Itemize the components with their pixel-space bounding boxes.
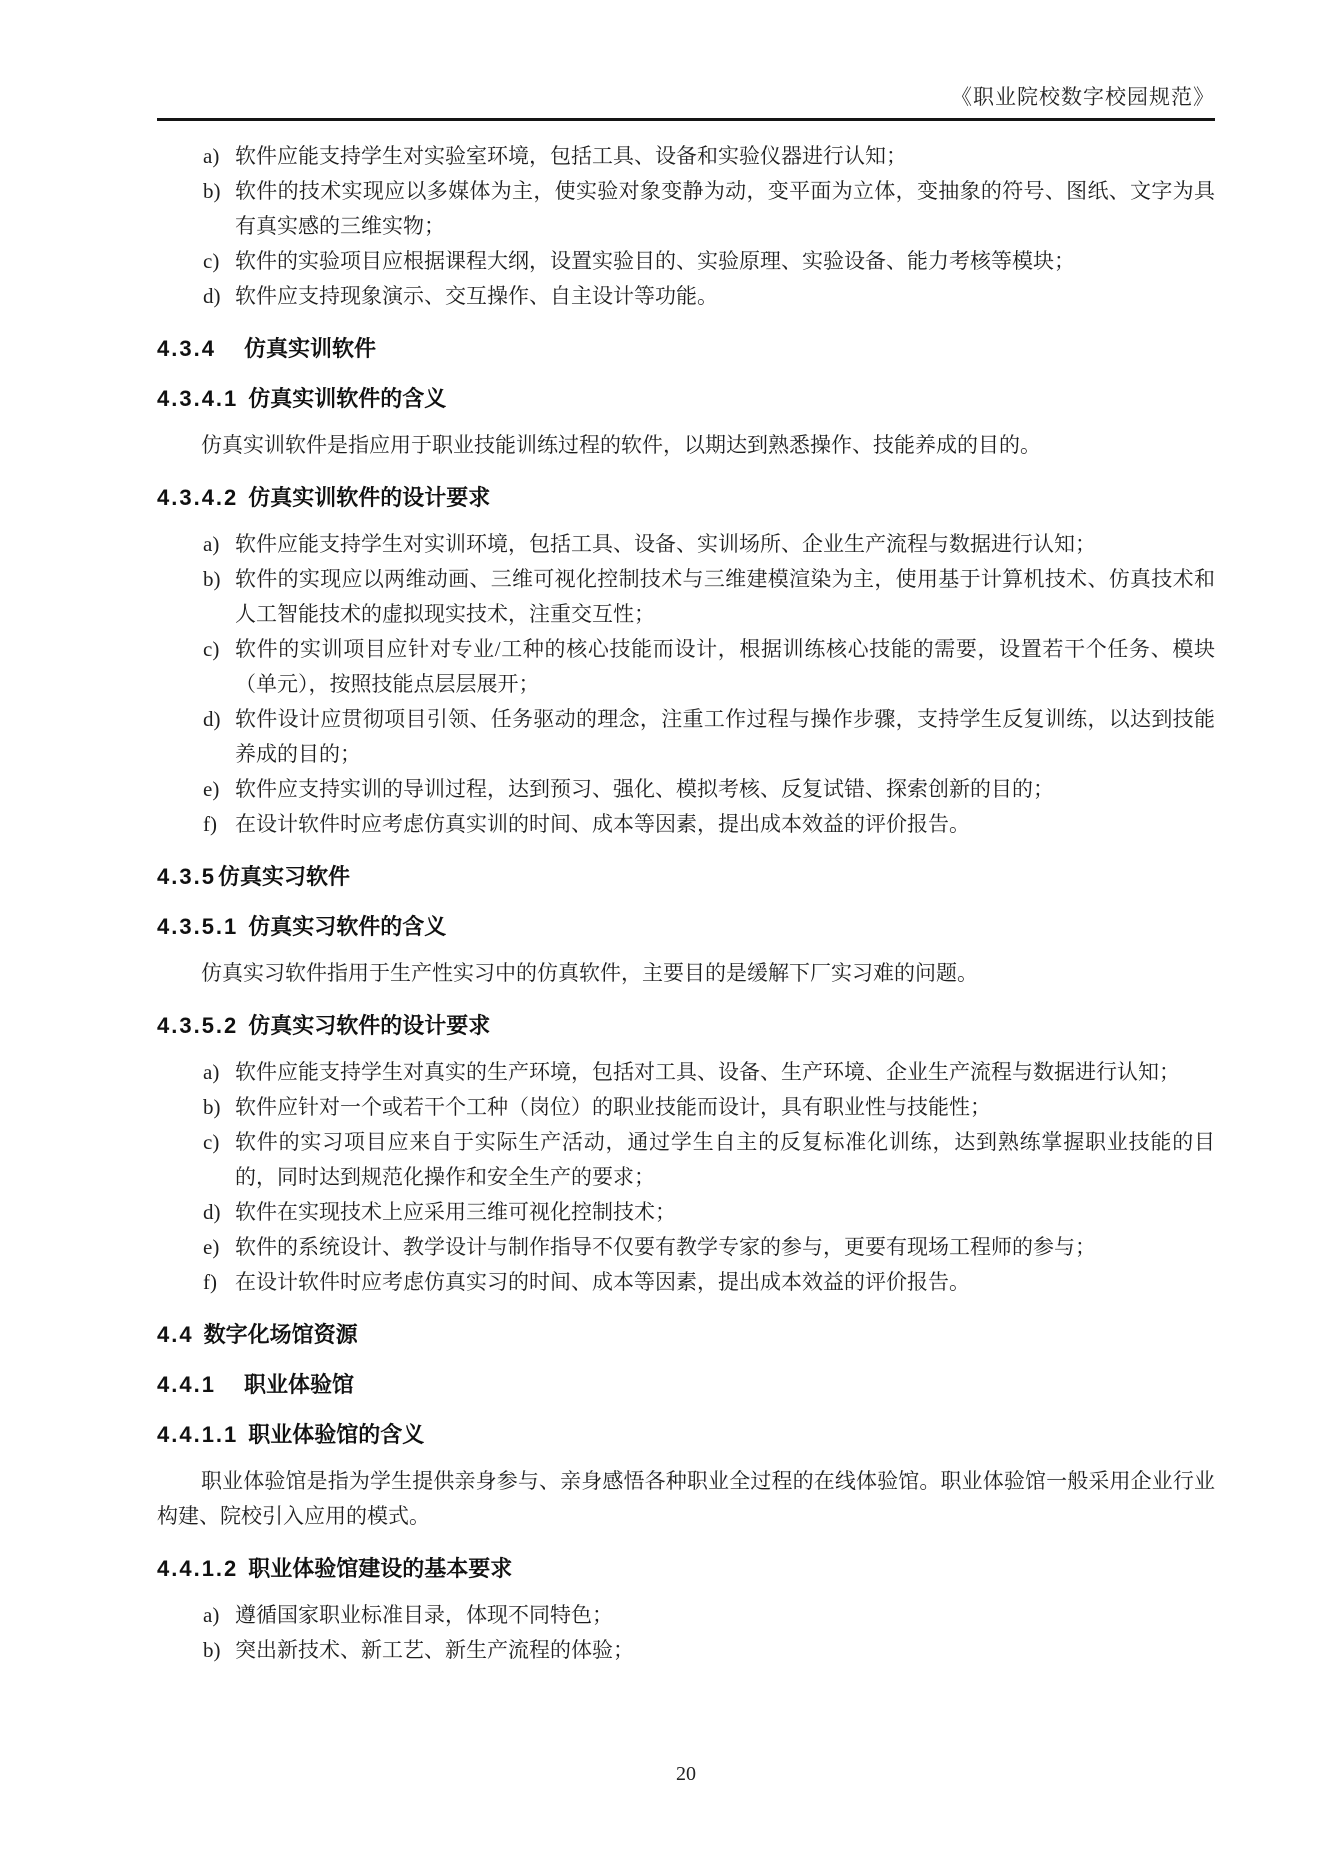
- heading-title: 仿真实训软件的含义: [248, 386, 447, 411]
- section-heading-4-4-1: [157, 1370, 1215, 1400]
- item-text: 软件在实现技术上应采用三维可视化控制技术；: [235, 1200, 676, 1224]
- item-label: a): [203, 532, 220, 556]
- list-item: [157, 807, 1215, 842]
- item-label: d): [203, 284, 221, 308]
- heading-title: 仿真实习软件的含义: [248, 914, 447, 939]
- list-item: [157, 527, 1215, 562]
- list-item: [157, 1090, 1215, 1125]
- item-text: 软件应能支持学生对真实的生产环境，包括对工具、设备、生产环境、企业生产流程与数据进行认知；: [235, 1060, 1180, 1084]
- list-item: [157, 1055, 1215, 1090]
- page-header-title: 《职业院校数字校园规范》: [951, 85, 1215, 109]
- section-heading-4-3-4-1: [157, 384, 1215, 414]
- item-text: 软件的技术实现应以多媒体为主，使实验对象变静为动，变平面为立体，变抽象的符号、图纸、文字为具有真实感的三维实物；: [235, 179, 1215, 238]
- heading-title: 职业体验馆: [243, 1372, 354, 1397]
- item-label: b): [203, 1638, 221, 1662]
- item-label: a): [203, 1060, 220, 1084]
- list-item: [157, 702, 1215, 772]
- list-item: [157, 1125, 1215, 1195]
- item-text: 遵循国家职业标准目录，体现不同特色；: [235, 1603, 613, 1627]
- item-label: e): [203, 1235, 220, 1259]
- item-label: d): [203, 1200, 221, 1224]
- item-label: c): [203, 637, 220, 661]
- section-heading-4-3-5: [157, 862, 1215, 892]
- section-heading-4-3-4-2: [157, 483, 1215, 513]
- item-text: 在设计软件时应考虑仿真实习的时间、成本等因素，提出成本效益的评价报告。: [235, 1270, 970, 1294]
- list-item: [157, 632, 1215, 702]
- heading-number: 4.4.1.2: [157, 1556, 239, 1581]
- item-text: 软件设计应贯彻项目引领、任务驱动的理念，注重工作过程与操作步骤，支持学生反复训练，以达到技能养成的目的；: [235, 707, 1215, 766]
- item-text: 突出新技术、新工艺、新生产流程的体验；: [235, 1638, 634, 1662]
- heading-title: 职业体验馆的含义: [248, 1422, 425, 1447]
- list-item: [157, 279, 1215, 314]
- list-item: [157, 562, 1215, 632]
- section-heading-4-4-1-2: [157, 1554, 1215, 1584]
- paragraph-4-3-4-1: 仿真实训软件是指应用于职业技能训练过程的软件，以期达到熟悉操作、技能养成的目的。: [201, 433, 1041, 457]
- list-item: [157, 174, 1215, 244]
- list-4-3-4-2: [157, 527, 1215, 842]
- heading-title: 仿真实习软件: [217, 864, 350, 889]
- heading-number: 4.4: [157, 1322, 194, 1347]
- item-label: f): [203, 812, 217, 836]
- heading-number: 4.3.4.1: [157, 386, 239, 411]
- section-heading-4-4-1-1: [157, 1420, 1215, 1450]
- item-text: 软件应能支持学生对实训环境，包括工具、设备、实训场所、企业生产流程与数据进行认知；: [235, 532, 1096, 556]
- item-label: b): [203, 179, 221, 203]
- item-text: 软件的实现应以两维动画、三维可视化控制技术与三维建模渲染为主，使用基于计算机技术、仿真技术和人工智能技术的虚拟现实技术，注重交互性；: [235, 567, 1215, 626]
- page-header: [157, 84, 1215, 110]
- list-item: [157, 1230, 1215, 1265]
- heading-number: 4.3.4.2: [157, 485, 239, 510]
- list-4-3-5-2: [157, 1055, 1215, 1300]
- page-number: 20: [676, 1763, 696, 1785]
- item-label: a): [203, 1603, 220, 1627]
- item-label: a): [203, 144, 220, 168]
- section-heading-4-3-4: [157, 334, 1215, 364]
- item-label: c): [203, 1130, 220, 1154]
- paragraph-4-3-5-1: 仿真实习软件指用于生产性实习中的仿真软件，主要目的是缓解下厂实习难的问题。: [201, 961, 978, 985]
- list-item: [157, 1633, 1215, 1668]
- lead-list: [157, 139, 1215, 314]
- section-heading-4-3-5-2: [157, 1011, 1215, 1041]
- heading-number: 4.3.4: [157, 336, 216, 361]
- item-label: d): [203, 707, 221, 731]
- item-text: 软件应支持实训的导训过程，达到预习、强化、模拟考核、反复试错、探索创新的目的；: [235, 777, 1054, 801]
- item-label: f): [203, 1270, 217, 1294]
- heading-title: 数字化场馆资源: [203, 1322, 358, 1347]
- list-item: [157, 1195, 1215, 1230]
- heading-title: 仿真实习软件的设计要求: [248, 1013, 491, 1038]
- item-text: 软件应针对一个或若干个工种（岗位）的职业技能而设计，具有职业性与技能性；: [235, 1095, 991, 1119]
- item-label: b): [203, 1095, 221, 1119]
- item-text: 软件应支持现象演示、交互操作、自主设计等功能。: [235, 284, 718, 308]
- heading-number: 4.3.5.2: [157, 1013, 239, 1038]
- list-item: [157, 139, 1215, 174]
- heading-title: 仿真实训软件的设计要求: [248, 485, 491, 510]
- item-label: c): [203, 249, 220, 273]
- header-rule: [157, 118, 1215, 121]
- list-4-4-1-2: [157, 1598, 1215, 1668]
- heading-number: 4.3.5: [157, 864, 216, 889]
- list-item: [157, 244, 1215, 279]
- item-label: e): [203, 777, 220, 801]
- item-label: b): [203, 567, 221, 591]
- item-text: 软件的实训项目应针对专业/工种的核心技能而设计，根据训练核心技能的需要，设置若干个任务、模块（单元），按照技能点层层展开；: [235, 637, 1215, 696]
- heading-number: 4.4.1: [157, 1372, 216, 1397]
- section-heading-4-3-5-1: [157, 912, 1215, 942]
- item-text: 软件的系统设计、教学设计与制作指导不仅要有教学专家的参与，更要有现场工程师的参与；: [235, 1235, 1096, 1259]
- list-item: [157, 1598, 1215, 1633]
- heading-title: 职业体验馆建设的基本要求: [248, 1556, 513, 1581]
- item-text: 软件的实验项目应根据课程大纲，设置实验目的、实验原理、实验设备、能力考核等模块；: [235, 249, 1075, 273]
- item-text: 软件应能支持学生对实验室环境，包括工具、设备和实验仪器进行认知；: [235, 144, 907, 168]
- item-text: 软件的实习项目应来自于实际生产活动，通过学生自主的反复标准化训练，达到熟练掌握职业技能的目的，同时达到规范化操作和安全生产的要求；: [235, 1130, 1215, 1189]
- heading-title: 仿真实训软件: [243, 336, 376, 361]
- document-body: [157, 139, 1215, 1668]
- item-text: 在设计软件时应考虑仿真实训的时间、成本等因素，提出成本效益的评价报告。: [235, 812, 970, 836]
- list-item: [157, 772, 1215, 807]
- heading-number: 4.4.1.1: [157, 1422, 239, 1447]
- paragraph-4-4-1-1: 职业体验馆是指为学生提供亲身参与、亲身感悟各种职业全过程的在线体验馆。职业体验馆一般采用企业行业构建、院校引入应用的模式。: [157, 1469, 1215, 1528]
- list-item: [157, 1265, 1215, 1300]
- heading-number: 4.3.5.1: [157, 914, 239, 939]
- section-heading-4-4: [157, 1320, 1215, 1350]
